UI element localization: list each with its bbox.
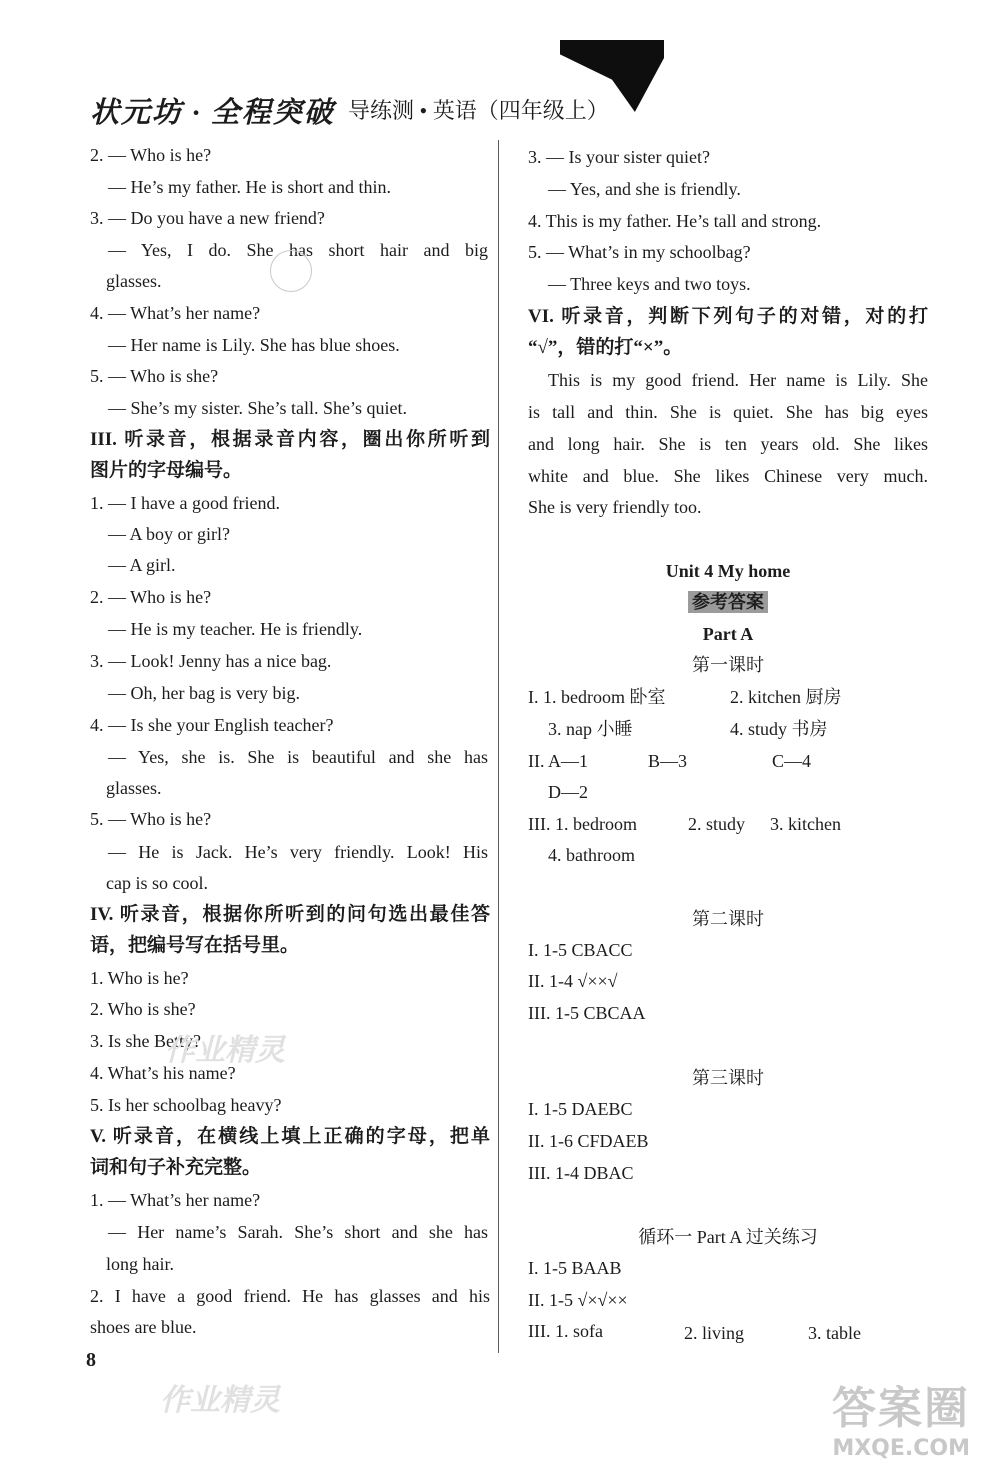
text-line: 1. — What’s her name? [90, 1190, 261, 1210]
text-line: 2. I have a good friend. He has glasses and his [90, 1286, 490, 1306]
text-line: — A boy or girl? [108, 524, 230, 544]
faint-watermark: 作业精灵 [160, 1384, 280, 1417]
answer-line: III. 1. sofa [528, 1321, 603, 1341]
answer-line: 4. study 书房 [730, 719, 828, 739]
text-line: — Her name’s Sarah. She’s short and she has [108, 1222, 488, 1242]
answer-line: D—2 [548, 782, 588, 802]
answer-line: III. 1-4 DBAC [528, 1163, 634, 1183]
lesson-title: 第三课时 [692, 1068, 764, 1088]
answer-line: III. 1. bedroom [528, 814, 637, 834]
lesson-title: 第二课时 [692, 909, 764, 929]
answer-line: 2. living [684, 1323, 745, 1343]
answer-line: C—4 [772, 751, 812, 771]
column-divider [498, 140, 499, 1353]
answer-line: 3. kitchen [770, 814, 841, 834]
answer-line: I. 1-5 CBACC [528, 940, 633, 960]
passage-line: and long hair. She is ten years old. She likes [528, 434, 928, 454]
book-subtitle: 导练测 • 英语（四年级上） [348, 98, 609, 123]
text-line: 4. — Is she your English teacher? [90, 715, 334, 735]
answer-line: II. 1-5 √×√×× [528, 1290, 628, 1310]
watermark-logo-text: 答案圈 [832, 1384, 970, 1433]
passage-line: white and blue. She likes Chinese very much. [528, 466, 928, 486]
text-line: — Yes, she is. She is beautiful and she has [108, 747, 488, 767]
answer-line: II. 1-6 CFDAEB [528, 1131, 649, 1151]
answer-line: 4. bathroom [548, 845, 635, 865]
text-line: 5. — Who is she? [90, 366, 219, 386]
text-line: 5. Is her schoolbag heavy? [90, 1095, 282, 1115]
page-header [90, 90, 650, 140]
text-line: cap is so cool. [106, 873, 208, 893]
text-line: — A girl. [108, 555, 176, 575]
text-line: — He is my teacher. He is friendly. [108, 619, 363, 639]
answer-line: B—3 [648, 751, 688, 771]
text-line: 4. — What’s her name? [90, 303, 261, 323]
answer-line: 3. table [808, 1323, 861, 1343]
section-heading-iv: IV. 听录音，根据你所听到的问句选出最佳答 [90, 904, 490, 925]
passage-line: She is very friendly too. [528, 497, 702, 517]
passage-line: This is my good friend. Her name is Lily. She [548, 370, 928, 390]
text-line: 1. Who is he? [90, 968, 189, 988]
answer-line: I. 1. bedroom 卧室 [528, 687, 666, 707]
text-line: 4. This is my father. He’s tall and strong. [528, 211, 822, 231]
text-line: — Three keys and two toys. [548, 274, 751, 294]
text-line: glasses. [106, 778, 162, 798]
text-line: 1. — I have a good friend. [90, 493, 280, 513]
book-series-title: 状元坊 · 全程突破 [90, 97, 335, 129]
section-heading-vi: VI. 听录音，判断下列句子的对错，对的打 [528, 306, 928, 327]
text-line: 2. — Who is he? [90, 587, 212, 607]
answer-line: II. 1-4 √××√ [528, 971, 618, 991]
text-line: 2. — Who is he? [90, 145, 212, 165]
part-title: Part A [702, 624, 754, 644]
page-number: 8 [86, 1349, 96, 1371]
answer-line: I. 1-5 DAEBC [528, 1099, 633, 1119]
text-line: 3. — Look! Jenny has a nice bag. [90, 651, 332, 671]
text-line: 3. — Is your sister quiet? [528, 147, 710, 167]
answer-line: III. 1-5 CBCAA [528, 1003, 646, 1023]
section-heading-iii-cont: 图片的字母编号。 [90, 460, 243, 481]
text-line: — Oh, her bag is very big. [108, 683, 300, 703]
text-line: — He is Jack. He’s very friendly. Look! His [108, 842, 488, 862]
text-line: — Yes, and she is friendly. [548, 179, 741, 199]
section-heading-vi-cont: “√”，错的打“×”。 [528, 337, 683, 358]
section-heading-v: V. 听录音，在横线上填上正确的字母，把单 [90, 1126, 490, 1147]
answer-key-label: 参考答案 [688, 591, 768, 613]
answer-key-label-wrap [528, 591, 928, 613]
watermark-site-text: MXQE.COM [832, 1436, 970, 1461]
answer-line: 2. kitchen 厨房 [730, 687, 842, 707]
text-line: — Yes, I do. She has short hair and big [108, 240, 488, 260]
lesson-title: 第一课时 [692, 655, 764, 675]
answer-line: 3. nap 小睡 [548, 719, 633, 739]
faint-stamp [270, 250, 312, 292]
site-watermark-logo [750, 1372, 970, 1462]
answer-line: II. A—1 [528, 751, 588, 771]
text-line: 4. What’s his name? [90, 1063, 236, 1083]
text-line: shoes are blue. [90, 1317, 197, 1337]
section-heading-iv-cont: 语，把编号写在括号里。 [90, 935, 300, 956]
faint-watermark: 作业精灵 [165, 1034, 285, 1067]
answer-line: 2. study [688, 814, 746, 834]
section-heading-iii: III. 听录音，根据录音内容，圈出你所听到 [90, 429, 490, 450]
review-title: 循环一 Part A 过关练习 [638, 1227, 818, 1247]
text-line: — She’s my sister. She’s tall. She’s quiet. [108, 398, 408, 418]
text-line: — Her name is Lily. She has blue shoes. [108, 335, 400, 355]
text-line: 2. Who is she? [90, 999, 196, 1019]
answer-line: I. 1-5 BAAB [528, 1258, 622, 1278]
unit-title: Unit 4 My home [665, 561, 791, 581]
passage-line: is tall and thin. She is quiet. She has big eyes [528, 402, 928, 422]
text-line: 5. — Who is he? [90, 809, 212, 829]
text-line: 3. Is she Betty? [90, 1031, 201, 1051]
section-heading-v-cont: 词和句子补充完整。 [90, 1157, 262, 1178]
text-line: — He’s my father. He is short and thin. [108, 177, 391, 197]
text-line: long hair. [106, 1254, 174, 1274]
text-line: glasses. [106, 271, 162, 291]
text-line: 5. — What’s in my schoolbag? [528, 242, 751, 262]
text-line: 3. — Do you have a new friend? [90, 208, 325, 228]
